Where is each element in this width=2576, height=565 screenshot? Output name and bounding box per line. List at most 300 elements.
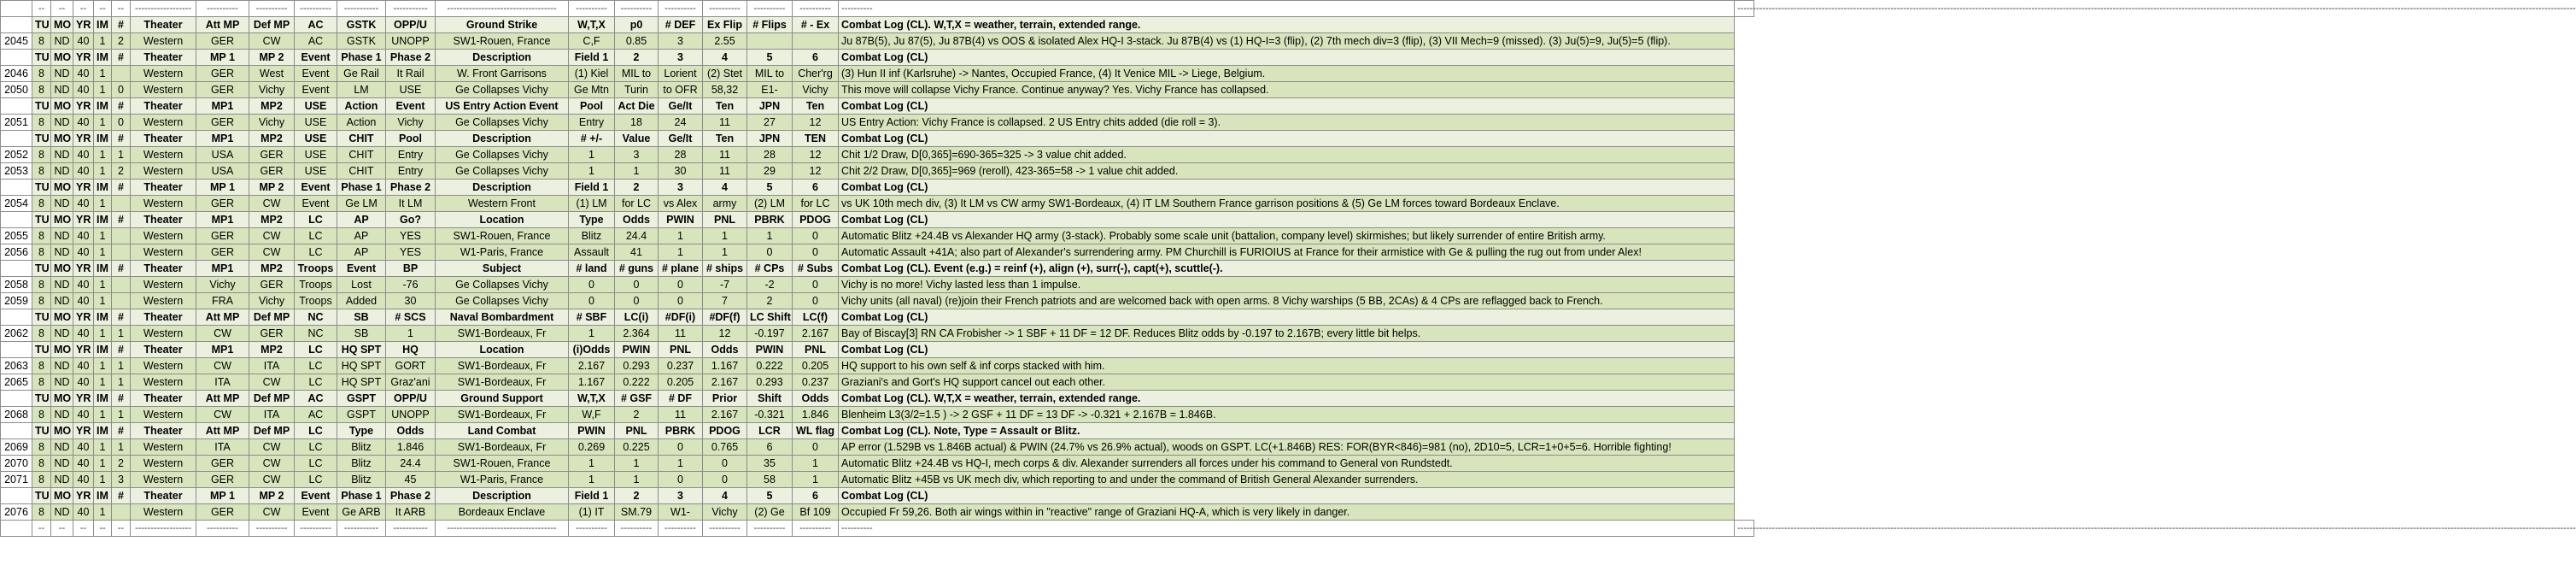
cell[interactable]: LC <box>295 244 337 261</box>
cell[interactable]: USE <box>295 131 337 147</box>
combat-log-cell[interactable]: Combat Log (CL) <box>839 212 1735 228</box>
cell[interactable]: Ge ARB <box>337 504 386 521</box>
cell[interactable] <box>793 33 839 50</box>
cell[interactable]: Vichy <box>249 115 295 131</box>
cell[interactable]: Western <box>131 374 196 391</box>
cell[interactable]: 8 <box>32 472 51 488</box>
cell[interactable]: Land Combat <box>436 423 569 439</box>
cell[interactable]: Theater <box>131 131 196 147</box>
cell[interactable]: 8 <box>32 374 51 391</box>
cell[interactable]: 1 <box>703 228 747 244</box>
cell[interactable]: CW <box>196 326 249 342</box>
cell[interactable]: 0 <box>112 115 131 131</box>
cell[interactable]: Field 1 <box>569 180 615 196</box>
cell[interactable]: PWIN <box>569 423 615 439</box>
cell[interactable]: Added <box>337 293 386 309</box>
cell[interactable]: 0.237 <box>793 374 839 391</box>
cell[interactable]: 0 <box>747 244 793 261</box>
cell[interactable]: ---------- <box>793 521 839 537</box>
cell[interactable]: 0 <box>112 82 131 98</box>
cell[interactable]: PNL <box>659 342 703 358</box>
cell[interactable]: Ge Mtn <box>569 82 615 98</box>
cell[interactable]: ND <box>51 115 73 131</box>
cell[interactable]: Western <box>131 196 196 212</box>
cell[interactable]: Western <box>131 472 196 488</box>
cell[interactable]: 8 <box>32 33 51 50</box>
cell[interactable]: LC Shift <box>747 309 793 326</box>
cell[interactable]: 2 <box>112 33 131 50</box>
combat-log-cell[interactable]: Combat Log (CL) <box>839 180 1735 196</box>
cell[interactable]: 1 <box>703 244 747 261</box>
cell[interactable]: Western Front <box>436 196 569 212</box>
cell[interactable]: MP2 <box>249 342 295 358</box>
cell[interactable]: 5 <box>747 488 793 504</box>
cell[interactable]: Western <box>131 358 196 374</box>
cell[interactable]: 45 <box>386 472 436 488</box>
cell[interactable]: (1) IT <box>569 504 615 521</box>
cell[interactable]: PBRK <box>659 423 703 439</box>
cell[interactable]: IM <box>94 50 112 66</box>
cell[interactable]: SM.79 <box>615 504 659 521</box>
cell[interactable]: Western <box>131 244 196 261</box>
cell[interactable] <box>112 66 131 82</box>
cell[interactable]: GER <box>196 456 249 472</box>
cell[interactable]: MO <box>51 180 73 196</box>
cell[interactable]: W,T,X <box>569 17 615 33</box>
combat-log-cell[interactable]: Automatic Blitz +24.4B vs HQ-I, mech corps & div. Alexander surrenders all forces under his command to General von Rundstedt. <box>839 456 1735 472</box>
cell[interactable]: 2 <box>112 163 131 180</box>
cell[interactable]: Western <box>131 163 196 180</box>
cell[interactable]: YES <box>386 228 436 244</box>
cell[interactable]: 0 <box>703 456 747 472</box>
combat-log-cell[interactable]: Combat Log (CL) <box>839 50 1735 66</box>
cell[interactable]: -- <box>73 521 94 537</box>
cell[interactable]: 1 <box>94 66 112 82</box>
cell[interactable]: Entry <box>569 115 615 131</box>
cell[interactable]: AP <box>337 212 386 228</box>
cell[interactable]: CW <box>249 472 295 488</box>
cell[interactable]: USA <box>196 147 249 163</box>
cell[interactable]: ND <box>51 277 73 293</box>
cell[interactable]: 30 <box>659 163 703 180</box>
cell[interactable]: -76 <box>386 277 436 293</box>
row-number-cell[interactable] <box>1 423 32 439</box>
cell[interactable]: AC <box>295 391 337 407</box>
cell[interactable]: MO <box>51 423 73 439</box>
cell[interactable]: SW1-Rouen, France <box>436 33 569 50</box>
cell[interactable]: Lorient <box>659 66 703 82</box>
cell[interactable]: CW <box>249 228 295 244</box>
cell[interactable]: MP 1 <box>196 50 249 66</box>
cell[interactable]: IM <box>94 212 112 228</box>
cell[interactable] <box>747 33 793 50</box>
cell[interactable]: Att MP <box>196 391 249 407</box>
cell[interactable]: W1-Paris, France <box>436 472 569 488</box>
cell[interactable]: AP <box>337 244 386 261</box>
cell[interactable]: 1 <box>94 293 112 309</box>
cell[interactable]: Type <box>569 212 615 228</box>
cell[interactable]: Ge Collapses Vichy <box>436 115 569 131</box>
cell[interactable]: It LM <box>386 196 436 212</box>
cell[interactable]: 1 <box>615 456 659 472</box>
cell[interactable]: PNL <box>703 212 747 228</box>
cell[interactable]: 8 <box>32 115 51 131</box>
cell[interactable]: OPP/U <box>386 17 436 33</box>
row-number-cell[interactable] <box>1 261 32 277</box>
cell[interactable]: GER <box>196 33 249 50</box>
cell[interactable]: ND <box>51 147 73 163</box>
cell[interactable]: Theater <box>131 180 196 196</box>
cell[interactable]: 1 <box>94 472 112 488</box>
cell[interactable]: HQ SPT <box>337 374 386 391</box>
cell[interactable]: Def MP <box>249 391 295 407</box>
combat-log-cell[interactable]: Vichy is no more! Vichy lasted less than 1 impulse. <box>839 277 1735 293</box>
cell[interactable]: Def MP <box>249 309 295 326</box>
cell[interactable]: LC(i) <box>615 309 659 326</box>
cell[interactable]: 3 <box>659 33 703 50</box>
cell[interactable]: 3 <box>659 488 703 504</box>
cell[interactable]: CW <box>249 439 295 456</box>
cell[interactable]: 0 <box>569 293 615 309</box>
row-number-cell[interactable]: 2053 <box>1 163 32 180</box>
cell[interactable]: ND <box>51 326 73 342</box>
row-number-cell[interactable] <box>1 50 32 66</box>
cell[interactable]: MP 1 <box>196 488 249 504</box>
cell[interactable]: 0.222 <box>747 358 793 374</box>
cell[interactable]: # <box>112 423 131 439</box>
cell[interactable]: Type <box>337 423 386 439</box>
cell[interactable]: ---------- <box>703 521 747 537</box>
cell[interactable]: Western <box>131 66 196 82</box>
cell[interactable]: CHIT <box>337 131 386 147</box>
cell[interactable]: -- <box>112 1 131 17</box>
cell[interactable]: # <box>112 17 131 33</box>
cell[interactable]: MIL to <box>615 66 659 82</box>
cell[interactable]: 2 <box>112 456 131 472</box>
cell[interactable]: Pool <box>569 98 615 115</box>
cell[interactable]: NC <box>295 326 337 342</box>
cell[interactable]: ND <box>51 374 73 391</box>
cell[interactable]: LCR <box>747 423 793 439</box>
combat-log-cell[interactable]: Chit 1/2 Draw, D[0,365]=690-365=325 -> 3 value chit added. <box>839 147 1735 163</box>
cell[interactable]: E1- <box>747 82 793 98</box>
cell[interactable]: AC <box>295 407 337 423</box>
cell[interactable]: -- <box>73 1 94 17</box>
combat-log-cell[interactable]: Vichy units (all naval) (re)join their French patriots and are welcomed back with open arms. 8 Vichy warships (5 BB, 2CAs) & 4 CPs are reflagged back to French. <box>839 293 1735 309</box>
cell[interactable]: 1 <box>112 374 131 391</box>
combat-log-cell[interactable]: ---------- <box>839 521 1735 537</box>
cell[interactable]: CW <box>196 407 249 423</box>
cell[interactable]: Ge Collapses Vichy <box>436 147 569 163</box>
cell[interactable]: PNL <box>615 423 659 439</box>
cell[interactable]: 11 <box>703 163 747 180</box>
row-number-cell[interactable]: 2065 <box>1 374 32 391</box>
cell[interactable]: 2 <box>747 293 793 309</box>
cell[interactable]: GER <box>249 326 295 342</box>
cell[interactable]: MP1 <box>196 261 249 277</box>
cell[interactable] <box>112 504 131 521</box>
combat-log-cell[interactable]: Combat Log (CL). W,T,X = weather, terrain, extended range. <box>839 17 1735 33</box>
cell[interactable]: ---------- <box>196 521 249 537</box>
cell[interactable]: ND <box>51 456 73 472</box>
cell[interactable]: ----------- <box>337 521 386 537</box>
cell[interactable]: 0 <box>659 277 703 293</box>
cell[interactable]: 11 <box>703 115 747 131</box>
cell[interactable]: 11 <box>659 407 703 423</box>
cell[interactable]: Blitz <box>337 439 386 456</box>
cell[interactable]: It Rail <box>386 66 436 82</box>
cell[interactable]: USE <box>295 115 337 131</box>
cell[interactable]: Event <box>295 180 337 196</box>
cell[interactable]: Blitz <box>337 472 386 488</box>
cell[interactable]: PWIN <box>659 212 703 228</box>
combat-log-cell[interactable]: ---------- <box>839 1 1735 17</box>
cell[interactable]: GER <box>196 66 249 82</box>
row-number-cell[interactable] <box>1 521 32 537</box>
cell[interactable]: Ground Strike <box>436 17 569 33</box>
cell[interactable]: ND <box>51 66 73 82</box>
cell[interactable]: ND <box>51 504 73 521</box>
cell[interactable]: Western <box>131 407 196 423</box>
cell[interactable]: ---------- <box>793 1 839 17</box>
cell[interactable]: Troops <box>295 293 337 309</box>
cell[interactable]: Vichy <box>196 277 249 293</box>
cell[interactable]: Value <box>615 131 659 147</box>
cell[interactable]: # SCS <box>386 309 436 326</box>
cell[interactable]: TU <box>32 391 51 407</box>
cell[interactable]: YR <box>73 17 94 33</box>
cell[interactable]: IM <box>94 180 112 196</box>
cell[interactable]: (1) LM <box>569 196 615 212</box>
cell[interactable]: ITA <box>196 374 249 391</box>
row-number-cell[interactable]: 2069 <box>1 439 32 456</box>
cell[interactable]: 0 <box>793 244 839 261</box>
cell[interactable]: 3 <box>615 147 659 163</box>
cell[interactable]: OPP/U <box>386 391 436 407</box>
cell[interactable]: Troops <box>295 261 337 277</box>
cell[interactable]: 24 <box>659 115 703 131</box>
cell[interactable]: 1 <box>94 228 112 244</box>
cell[interactable]: IM <box>94 261 112 277</box>
cell[interactable]: Vichy <box>793 82 839 98</box>
cell[interactable]: Odds <box>793 391 839 407</box>
cell[interactable]: Location <box>436 212 569 228</box>
cell[interactable]: 0 <box>659 293 703 309</box>
cell[interactable]: Western <box>131 326 196 342</box>
row-number-cell[interactable] <box>1 98 32 115</box>
row-number-cell[interactable] <box>1 212 32 228</box>
cell[interactable]: 8 <box>32 196 51 212</box>
cell[interactable]: PDOG <box>703 423 747 439</box>
cell[interactable]: 40 <box>73 163 94 180</box>
cell[interactable]: -- <box>51 521 73 537</box>
cell[interactable]: Western <box>131 439 196 456</box>
cell[interactable]: MO <box>51 50 73 66</box>
cell[interactable]: Ge Collapses Vichy <box>436 293 569 309</box>
cell[interactable]: Event <box>295 66 337 82</box>
row-number-cell[interactable]: 2059 <box>1 293 32 309</box>
cell[interactable]: Western <box>131 147 196 163</box>
cell[interactable]: 0 <box>615 277 659 293</box>
cell[interactable]: ---------- <box>249 521 295 537</box>
cell[interactable]: IM <box>94 131 112 147</box>
cell[interactable]: 1 <box>94 277 112 293</box>
cell[interactable]: 2 <box>615 50 659 66</box>
cell[interactable]: # - Ex <box>793 17 839 33</box>
cell[interactable]: LM <box>337 82 386 98</box>
cell[interactable]: 1 <box>569 472 615 488</box>
cell[interactable]: LC <box>295 212 337 228</box>
cell[interactable]: 12 <box>703 326 747 342</box>
cell[interactable]: LC <box>295 472 337 488</box>
cell[interactable]: HQ <box>386 342 436 358</box>
row-number-cell[interactable] <box>1 131 32 147</box>
cell[interactable]: 1 <box>94 407 112 423</box>
cell[interactable]: 2.55 <box>703 33 747 50</box>
cell[interactable]: MP2 <box>249 261 295 277</box>
combat-log-cell[interactable]: Blenheim L3(3/2=1.5 ) -> 2 GSF + 11 DF = 13 DF -> -0.321 + 2.167B = 1.846B. <box>839 407 1735 423</box>
cell[interactable]: ------------------ <box>131 1 196 17</box>
combat-log-cell[interactable]: Automatic Blitz +45B vs UK mech div, which reporting to and under the command of British General Alexander surrenders. <box>839 472 1735 488</box>
cell[interactable]: 1 <box>94 163 112 180</box>
cell[interactable]: CW <box>249 244 295 261</box>
cell[interactable]: CW <box>249 33 295 50</box>
combat-log-cell[interactable]: Occupied Fr 59,26. Both air wings within in "reactive" range of Graziani HQ-A, which is very likely in danger. <box>839 504 1735 521</box>
cell[interactable]: PNL <box>793 342 839 358</box>
cell[interactable]: # land <box>569 261 615 277</box>
cell[interactable]: ---------- <box>659 521 703 537</box>
cell[interactable]: # <box>112 488 131 504</box>
cell[interactable]: Ge LM <box>337 196 386 212</box>
cell[interactable]: Theater <box>131 98 196 115</box>
cell[interactable]: Theater <box>131 391 196 407</box>
cell[interactable]: 40 <box>73 374 94 391</box>
cell[interactable]: ITA <box>249 358 295 374</box>
combat-log-cell[interactable]: Combat Log (CL). Note, Type = Assault or Blitz. <box>839 423 1735 439</box>
cell[interactable]: MO <box>51 17 73 33</box>
cell[interactable]: YR <box>73 50 94 66</box>
cell[interactable]: 40 <box>73 66 94 82</box>
cell[interactable]: 0 <box>659 439 703 456</box>
combat-log-cell[interactable]: Bay of Biscay[3] RN CA Frobisher -> 1 SBF + 11 DF = 12 DF. Reduces Blitz odds by -0.197 to 2.167B; every little bit helps. <box>839 326 1735 342</box>
cell[interactable]: ---------- <box>196 1 249 17</box>
cell[interactable]: 2 <box>615 407 659 423</box>
cell[interactable]: YR <box>73 212 94 228</box>
cell[interactable]: 40 <box>73 115 94 131</box>
cell[interactable]: CHIT <box>337 147 386 163</box>
cell[interactable]: LC <box>295 358 337 374</box>
cell[interactable]: TU <box>32 50 51 66</box>
cell[interactable]: SW1-Rouen, France <box>436 228 569 244</box>
combat-log-cell[interactable]: Combat Log (CL). Event (e.g.) = reinf (+), align (+), surr(-), capt(+), scuttle(-). <box>839 261 1735 277</box>
row-number-cell[interactable] <box>1 391 32 407</box>
cell[interactable]: 1 <box>112 407 131 423</box>
cell[interactable]: Phase 1 <box>337 180 386 196</box>
cell[interactable]: 40 <box>73 439 94 456</box>
cell[interactable]: USE <box>295 98 337 115</box>
cell[interactable]: 1 <box>112 326 131 342</box>
cell[interactable]: 6 <box>793 180 839 196</box>
cell[interactable]: # plane <box>659 261 703 277</box>
cell[interactable]: Field 1 <box>569 488 615 504</box>
cell[interactable]: Theater <box>131 423 196 439</box>
cell[interactable]: (1) Kiel <box>569 66 615 82</box>
cell[interactable]: # <box>112 98 131 115</box>
cell[interactable]: # <box>112 342 131 358</box>
row-number-cell[interactable]: 2056 <box>1 244 32 261</box>
cell[interactable]: 1 <box>659 244 703 261</box>
cell[interactable]: 58,32 <box>703 82 747 98</box>
cell[interactable]: 1 <box>94 374 112 391</box>
cell[interactable]: # <box>112 131 131 147</box>
cell[interactable]: 40 <box>73 326 94 342</box>
cell[interactable]: Entry <box>386 147 436 163</box>
cell[interactable]: Description <box>436 488 569 504</box>
cell[interactable]: MP1 <box>196 212 249 228</box>
cell[interactable]: ND <box>51 472 73 488</box>
cell[interactable]: Vichy <box>386 115 436 131</box>
cell[interactable]: 40 <box>73 228 94 244</box>
cell[interactable]: 1 <box>569 163 615 180</box>
row-number-cell[interactable]: 2058 <box>1 277 32 293</box>
combat-log-cell[interactable]: Combat Log (CL). W,T,X = weather, terrain, extended range. <box>839 391 1735 407</box>
cell[interactable]: 12 <box>793 115 839 131</box>
cell[interactable]: 24.4 <box>386 456 436 472</box>
row-number-cell[interactable]: 2051 <box>1 115 32 131</box>
cell[interactable]: Vichy <box>249 293 295 309</box>
cell[interactable]: Ex Flip <box>703 17 747 33</box>
row-number-cell[interactable]: 2050 <box>1 82 32 98</box>
cell[interactable]: MP1 <box>196 131 249 147</box>
row-number-cell[interactable]: 2054 <box>1 196 32 212</box>
cell[interactable]: 6 <box>793 488 839 504</box>
cell[interactable]: 0.222 <box>615 374 659 391</box>
cell[interactable]: MO <box>51 98 73 115</box>
cell[interactable]: MP2 <box>249 131 295 147</box>
cell[interactable]: JPN <box>747 98 793 115</box>
cell[interactable]: (2) LM <box>747 196 793 212</box>
cell[interactable]: SW1-Bordeaux, Fr <box>436 326 569 342</box>
cell[interactable]: TU <box>32 488 51 504</box>
cell[interactable]: 40 <box>73 456 94 472</box>
cell[interactable]: 8 <box>32 228 51 244</box>
cell[interactable]: Event <box>295 196 337 212</box>
cell[interactable]: MP1 <box>196 98 249 115</box>
cell[interactable]: 1.167 <box>703 358 747 374</box>
cell[interactable]: 0 <box>793 293 839 309</box>
cell[interactable]: 6 <box>793 50 839 66</box>
cell[interactable]: IM <box>94 342 112 358</box>
cell[interactable]: 1 <box>94 82 112 98</box>
cell[interactable]: 2.167 <box>703 407 747 423</box>
cell[interactable]: 0.293 <box>615 358 659 374</box>
cell[interactable]: # ships <box>703 261 747 277</box>
combat-log-cell[interactable]: Combat Log (CL) <box>839 342 1735 358</box>
cell[interactable]: GSPT <box>337 407 386 423</box>
cell[interactable]: Vichy <box>703 504 747 521</box>
cell[interactable]: 1 <box>615 163 659 180</box>
cell[interactable]: Location <box>436 342 569 358</box>
cell[interactable]: CHIT <box>337 163 386 180</box>
cell[interactable]: 8 <box>32 244 51 261</box>
cell[interactable]: 6 <box>747 439 793 456</box>
cell[interactable]: Theater <box>131 17 196 33</box>
cell[interactable]: Ground Support <box>436 391 569 407</box>
cell[interactable]: ---------- <box>295 1 337 17</box>
cell[interactable]: SW1-Bordeaux, Fr <box>436 374 569 391</box>
combat-log-cell[interactable]: Combat Log (CL) <box>839 488 1735 504</box>
cell[interactable]: GER <box>196 472 249 488</box>
